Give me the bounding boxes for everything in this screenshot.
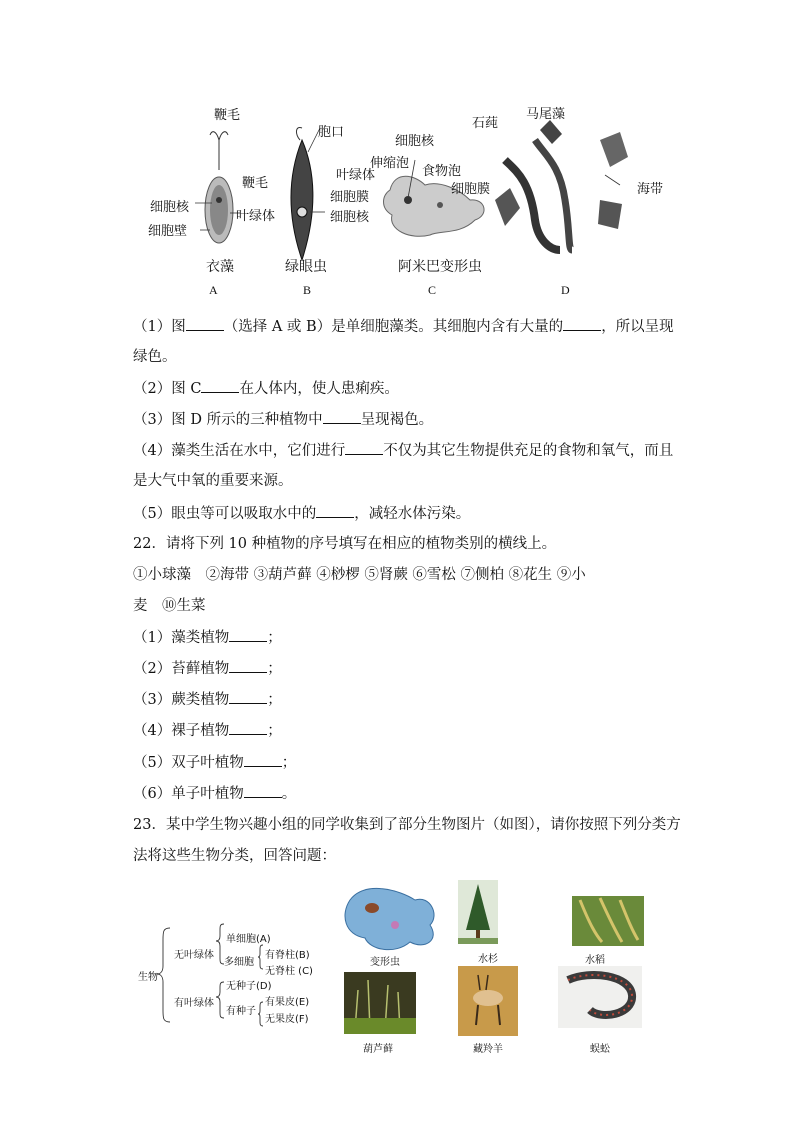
q21-sub4: （4）藻类生活在水中，它们进行 不仅为其它生物提供充足的食物和氧气，而且: [133, 440, 673, 461]
q21-sub4-cont: 是大气中氧的重要来源。: [133, 473, 293, 489]
q22-plant-list-1: ①小球藻 ②海带 ③葫芦藓 ④桫椤 ⑤肾蕨 ⑥雪松 ⑦侧柏 ⑧花生 ⑨小: [133, 567, 586, 583]
amoeba-photo: [345, 888, 434, 949]
label-flagellum-b: 鞭毛: [242, 176, 269, 191]
cls-no-chlorophyll: 无叶绿体: [174, 950, 214, 961]
answer-blank[interactable]: [201, 378, 239, 393]
q22-item: （1）藻类植物 ；: [133, 627, 282, 648]
label-kelp-d: 海带: [637, 182, 664, 197]
q21-sub1: （1）图 （选择 A 或 B）是单细胞藻类。其细胞内含有大量的 ，所以呈现: [133, 316, 674, 337]
caption-amoeba: 变形虫: [370, 957, 400, 968]
cls-invertebrate: 无脊柱 (C): [265, 966, 313, 977]
label-nucleus-b: 细胞核: [330, 210, 370, 225]
label-flagellum-a: 鞭毛: [214, 108, 241, 123]
answer-blank[interactable]: [229, 689, 267, 704]
q22-plant-list-2: 麦 ⑩生菜: [133, 598, 206, 614]
letter-a: A: [209, 283, 218, 297]
label-sea-lettuce-d: 石莼: [472, 116, 499, 131]
label-cellwall-a: 细胞壁: [148, 224, 188, 239]
cls-fruit-peel: 有果皮(E): [265, 997, 310, 1008]
label-membrane-c: 细胞膜: [451, 182, 491, 197]
letter-c: C: [428, 283, 437, 297]
answer-blank[interactable]: [229, 658, 267, 673]
letter-d: D: [561, 283, 570, 297]
caption-moss: 葫芦藓: [363, 1044, 393, 1055]
answer-blank[interactable]: [244, 783, 282, 798]
cls-no-fruit-peel: 无果皮(F): [265, 1014, 309, 1025]
q21-sub2: （2）图 C 在人体内，使人患痢疾。: [133, 378, 399, 399]
q22-item: （3）蕨类植物 ；: [133, 689, 282, 710]
label-nucleus-a: 细胞核: [150, 200, 190, 215]
antelope-photo: [458, 966, 518, 1036]
cls-vertebrate: 有脊柱(B): [265, 950, 310, 961]
answer-blank[interactable]: [229, 627, 267, 642]
label-sargassum-d: 马尾藻: [526, 107, 566, 122]
label-nucleus-c: 细胞核: [395, 134, 435, 149]
cls-no-seed: 无种子(D): [226, 981, 272, 992]
label-mouth-b: 胞口: [318, 125, 345, 140]
label-membrane-b: 细胞膜: [330, 190, 370, 205]
caption-a: 衣藻: [206, 259, 234, 275]
label-contractile-c: 伸缩泡: [370, 156, 410, 171]
answer-blank[interactable]: [316, 503, 354, 518]
label-chloroplast-b: 叶绿体: [336, 168, 376, 183]
rice-photo: [572, 896, 644, 946]
caption-antelope: 藏羚羊: [473, 1044, 503, 1055]
caption-rice: 水稻: [585, 955, 605, 966]
euglena-drawing: [291, 127, 313, 260]
label-foodvac-c: 食物泡: [422, 164, 462, 179]
centipede-photo: [558, 966, 642, 1028]
q23-stem-1: 23．某中学生物兴趣小组的同学收集到了部分生物图片（如图），请你按照下列分类方: [133, 817, 681, 833]
answer-blank[interactable]: [345, 440, 383, 455]
sequoia-photo: [458, 880, 498, 944]
caption-centipede: 蜈蚣: [590, 1044, 610, 1055]
caption-c: 阿米巴变形虫: [398, 259, 482, 275]
caption-b: 绿眼虫: [285, 259, 327, 275]
answer-blank[interactable]: [186, 316, 224, 331]
moss-photo: [344, 972, 416, 1034]
answer-blank[interactable]: [323, 409, 361, 424]
chlamydomonas-drawing: [205, 132, 233, 243]
q22-stem: 22．请将下列 10 种植物的序号填写在相应的植物类别的横线上。: [133, 536, 557, 552]
answer-blank[interactable]: [229, 720, 267, 735]
answer-blank[interactable]: [563, 316, 601, 331]
q22-item: （5）双子叶植物 ；: [133, 752, 296, 773]
cls-unicellular: 单细胞(A): [226, 934, 271, 945]
q21-sub1-cont: 绿色。: [133, 349, 177, 365]
answer-blank[interactable]: [244, 752, 282, 767]
q22-item: （4）裸子植物 ；: [133, 720, 282, 741]
q22-item: （2）苔藓植物 ；: [133, 658, 282, 679]
q21-sub5: （5）眼虫等可以吸取水中的 ，减轻水体污染。: [133, 503, 470, 524]
letter-b: B: [303, 283, 312, 297]
caption-sequoia: 水杉: [478, 954, 498, 965]
cls-seed: 有种子: [226, 1006, 256, 1017]
q23-stem-2: 法将这些生物分类，回答问题：: [133, 848, 336, 864]
label-chloroplast-a: 叶绿体: [236, 209, 276, 224]
cls-root: 生物: [138, 972, 158, 983]
cls-multicellular: 多细胞: [224, 957, 254, 968]
cls-has-chlorophyll: 有叶绿体: [174, 998, 214, 1009]
seaweeds-drawing: [495, 120, 628, 250]
q21-sub3: （3）图 D 所示的三种植物中 呈现褐色。: [133, 409, 433, 430]
q22-item: （6）单子叶植物 。: [133, 783, 296, 804]
